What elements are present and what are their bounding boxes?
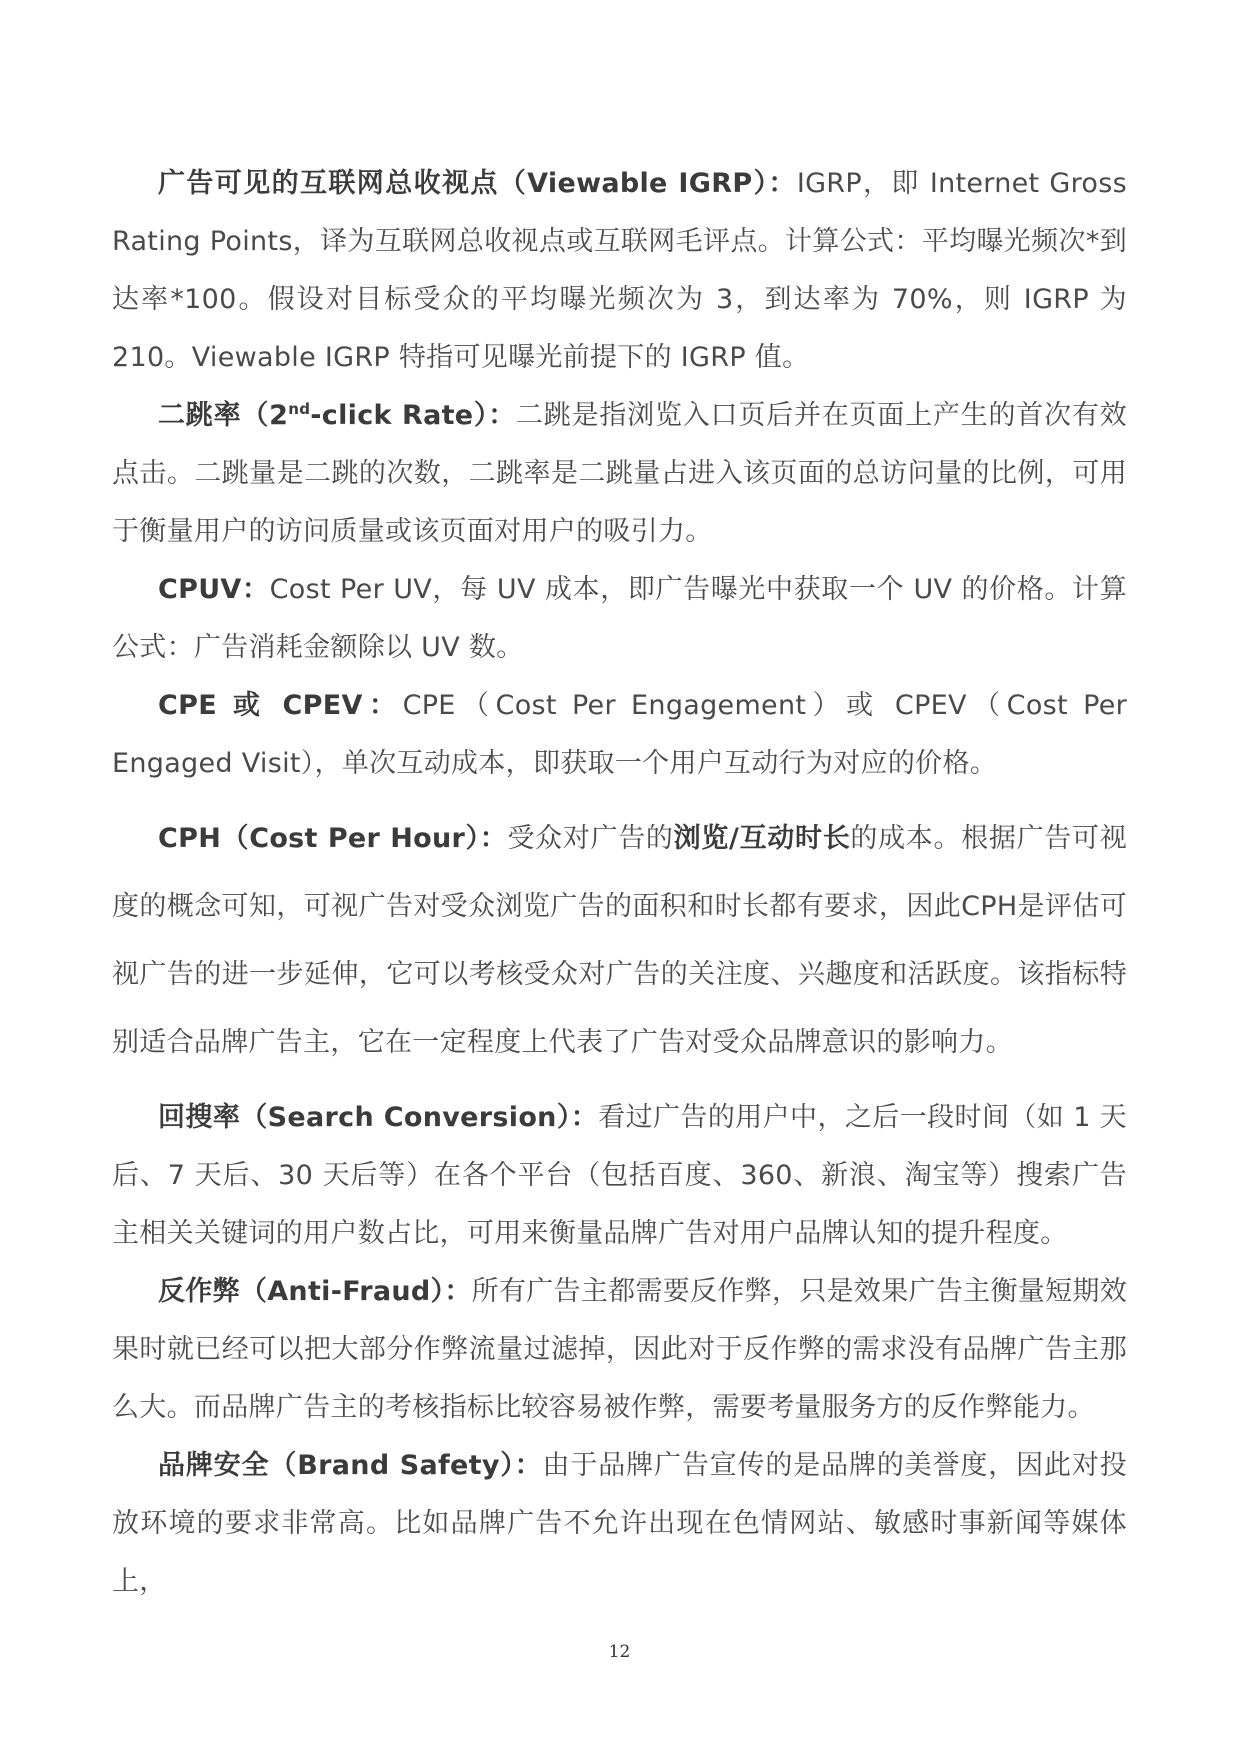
paragraph-viewable-igrp	[112, 155, 1127, 387]
term-cph: CPH（Cost Per Hour）：	[158, 823, 508, 854]
paragraph-second-click-rate	[112, 387, 1127, 561]
term-search-conversion: 回搜率（Search Conversion）：	[158, 1102, 599, 1133]
paragraph-anti-fraud	[112, 1263, 1127, 1437]
page-body	[112, 155, 1127, 1611]
term-anti-fraud: 反作弊（Anti-Fraud）：	[158, 1276, 472, 1307]
definition-cpuv: Cost Per UV，每 UV 成本，即广告曝光中获取一个 UV 的价格。计算公式：广告消耗金额除以 UV 数。	[112, 574, 1127, 663]
term-brand-safety: 品牌安全（Brand Safety）：	[158, 1450, 543, 1481]
definition-cph-after: 的成本。根据广告可视度的概念可知，可视广告对受众浏览广告的面积和时长都有要求，因此CPH是评估可视广告的进一步延伸，它可以考核受众对广告的关注度、兴趣度和活跃度。该指标特别适合品牌广告主，它在一定程度上代表了广告对受众品牌意识的影响力。	[112, 823, 1127, 1058]
definition-cph-before: 受众对广告的	[507, 823, 674, 854]
definition-cpe-cpev: CPE（Cost Per Engagement）或 CPEV（Cost Per Engaged Visit），单次互动成本，即获取一个用户互动行为对应的价格。	[112, 690, 1128, 779]
definition-cph-emphasis: 浏览/互动时长	[673, 823, 851, 854]
definition-brand-safety: 由于品牌广告宣传的是品牌的美誉度，因此对投放环境的要求非常高。比如品牌广告不允许出现在色情网站、敏感时事新闻等媒体上，	[112, 1450, 1127, 1597]
term-viewable-igrp: 广告可见的互联网总收视点（Viewable IGRP）：	[158, 168, 797, 199]
paragraph-cpuv	[112, 561, 1127, 677]
term-cpuv: CPUV：	[158, 574, 270, 605]
paragraph-search-conversion	[112, 1089, 1127, 1263]
term-second-click-rate	[158, 400, 516, 431]
term-prefix: 二跳率（2	[158, 400, 289, 431]
definition-anti-fraud: 所有广告主都需要反作弊，只是效果广告主衡量短期效果时就已经可以把大部分作弊流量过滤掉，因此对于反作弊的需求没有品牌广告主那么大。而品牌广告主的考核指标比较容易被作弊，需要考量服务方的反作弊能力。	[112, 1276, 1127, 1423]
paragraph-brand-safety	[112, 1437, 1127, 1611]
paragraph-cph	[112, 805, 1127, 1077]
term-superscript: nd	[288, 400, 311, 418]
term-cpe-cpev: CPE 或 CPEV：	[158, 690, 403, 721]
term-suffix: -click Rate）：	[310, 400, 516, 431]
page-number: 12	[608, 1642, 631, 1662]
paragraph-cpe-cpev	[112, 677, 1127, 793]
definition-search-conversion: 看过广告的用户中，之后一段时间（如 1 天后、7 天后、30 天后等）在各个平台（包括百度、360、新浪、淘宝等）搜索广告主相关关键词的用户数占比，可用来衡量品牌广告对用户品牌认知的提升程度。	[112, 1102, 1127, 1249]
definition-second-click-rate: 二跳是指浏览入口页后并在页面上产生的首次有效点击。二跳量是二跳的次数，二跳率是二跳量占进入该页面的总访问量的比例，可用于衡量用户的访问质量或该页面对用户的吸引力。	[112, 400, 1127, 547]
definition-viewable-igrp: IGRP，即 Internet Gross Rating Points，译为互联网总收视点或互联网毛评点。计算公式：平均曝光频次*到达率*100。假设对目标受众的平均曝光频次为 3，到达率为 70%，则 IGRP 为 210。Viewable IGRP 特指可见曝光前提下的 IGRP 值。	[112, 168, 1127, 373]
